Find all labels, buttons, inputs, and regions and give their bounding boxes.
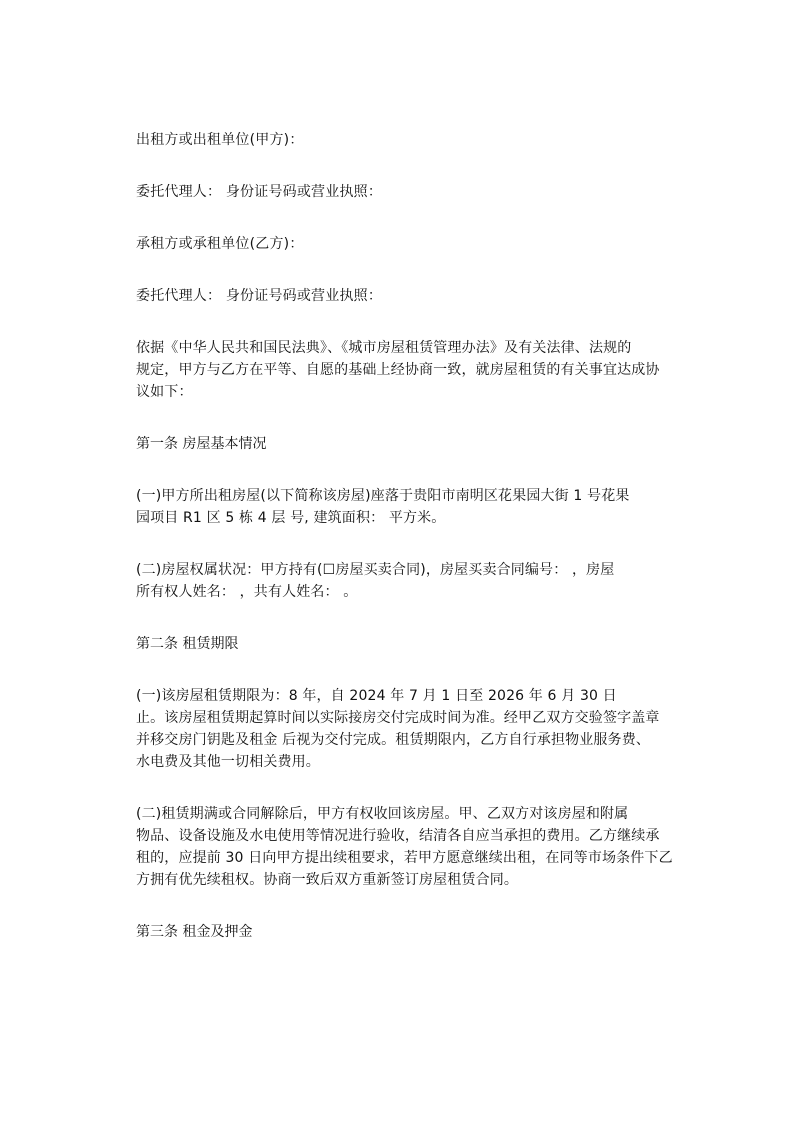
paragraph-line: 租的，应提前 30 日向甲方提出续租要求，若甲方愿意继续出租，在同等市场条件下乙 [136, 850, 673, 866]
preamble-paragraph [136, 337, 699, 403]
paragraph-line: 依据《中华人民共和国民法典》、《城市房屋租赁管理办法》及有关法律、法规的 [136, 340, 632, 356]
article-2-heading: 第二条 租赁期限 [136, 636, 239, 652]
paragraph-line: 规定，甲方与乙方在平等、自愿的基础上经协商一致，就房屋租赁的有关事宜达成协 [136, 362, 660, 378]
contract-body [136, 129, 699, 973]
paragraph-line: 议如下： [136, 384, 193, 400]
lessor-field: 出租方或出租单位(甲方)： [136, 132, 304, 148]
paragraph-line: 并移交房门钥匙及租金 后视为交付完成。租赁期限内，乙方自行承担物业服务费、 [136, 732, 650, 748]
paragraph-line: 物品、设备设施及水电使用等情况进行验收，结清各自应当承担的费用。乙方继续承 [136, 828, 660, 844]
lessee-agent-field: 委托代理人： 身份证号码或营业执照： [136, 288, 383, 304]
article-1-clause-1 [136, 485, 699, 529]
paragraph-line: (二)房屋权属状况：甲方持有(☐房屋买卖合同)，房屋买卖合同编号： ，房屋 [136, 562, 615, 578]
paragraph-line: 止。该房屋租赁期起算时间以实际接房交付完成时间为准。经甲乙双方交验签字盖章 [136, 710, 660, 726]
article-3-heading: 第三条 租金及押金 [136, 924, 253, 940]
article-2-clause-1 [136, 685, 699, 773]
article-2-clause-2 [136, 803, 699, 891]
paragraph-line: (一)甲方所出租房屋(以下简称该房屋)座落于贵阳市南明区花果园大街 1 号花果 [136, 488, 630, 504]
article-1-clause-2 [136, 559, 699, 603]
paragraph-line: 园项目 R1 区 5 栋 4 层 号, 建筑面积： 平方米。 [136, 510, 446, 526]
paragraph-line: (一)该房屋租赁期限为：8 年，自 2024 年 7 月 1 日至 2026 年 6 月 30 日 [136, 688, 617, 704]
paragraph-line: 水电费及其他一切相关费用。 [136, 754, 320, 770]
lessor-agent-field: 委托代理人： 身份证号码或营业执照： [136, 184, 383, 200]
lessee-field: 承租方或承租单位(乙方)： [136, 236, 304, 252]
paragraph-line: 方拥有优先续租权。协商一致后双方重新签订房屋租赁合同。 [136, 872, 519, 888]
paragraph-line: (二)租赁期满或合同解除后，甲方有权收回该房屋。甲、乙双方对该房屋和附属 [136, 806, 629, 822]
paragraph-line: 所有权人姓名： ，共有人姓名： 。 [136, 584, 358, 600]
article-1-heading: 第一条 房屋基本情况 [136, 436, 267, 452]
